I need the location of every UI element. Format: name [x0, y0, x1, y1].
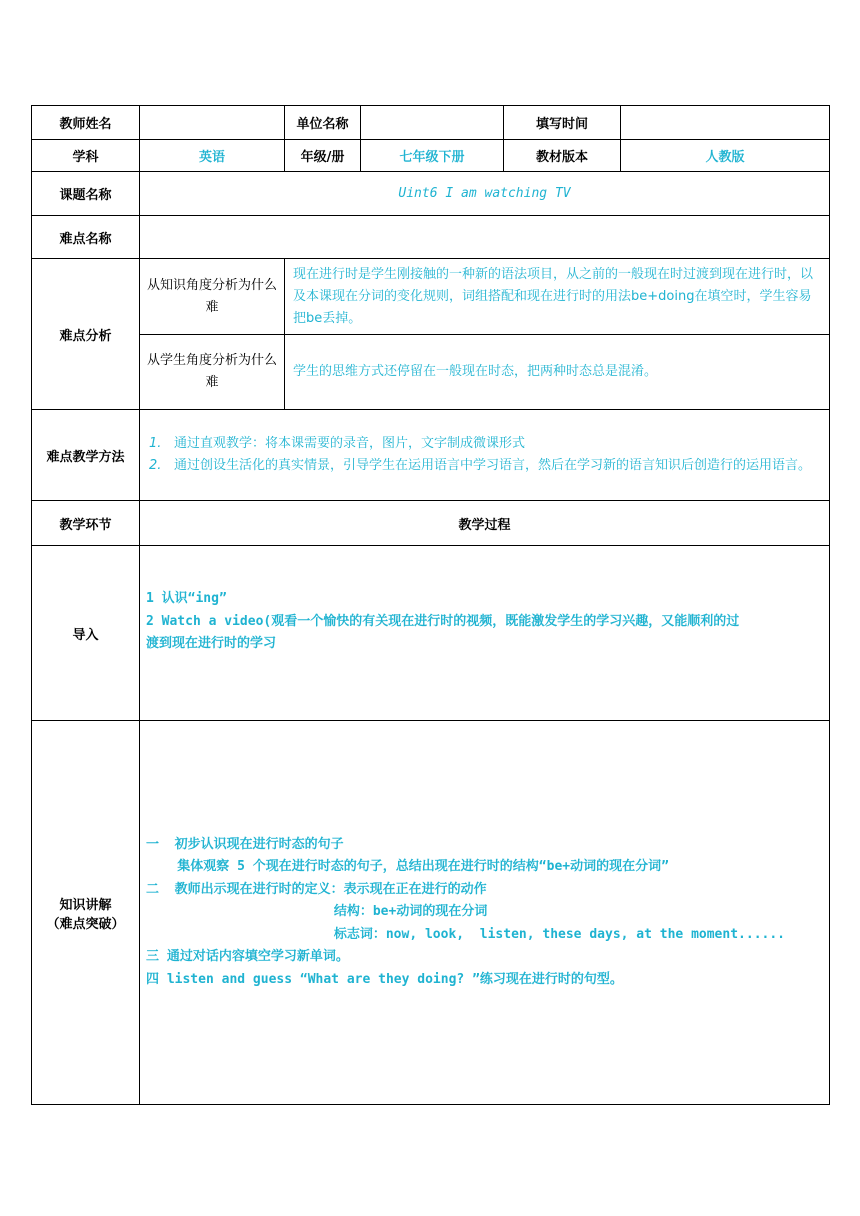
edition-label: 教材版本: [504, 140, 621, 172]
methods-label: 难点教学方法: [32, 410, 140, 501]
methods-item-text: 通过创设生活化的真实情景，引导学生在运用语言中学习语言，然后在学习新的语言知识后创造行的运用语言。: [174, 458, 812, 473]
grade-value: 七年级下册: [361, 140, 504, 172]
methods-item-number: 2.: [149, 458, 162, 473]
intro-line: 1 认识“ing”: [146, 591, 227, 606]
knowledge-line: 二 教师出示现在进行时的定义：表示现在正在进行的动作: [146, 881, 487, 897]
difficulty-name-value: [140, 216, 830, 259]
process-header: 教学过程: [140, 501, 830, 546]
subject-value: 英语: [140, 140, 285, 172]
knowledge-line: 三 通过对话内容填空学习新单词。: [146, 949, 349, 965]
knowledge-line: 结构：be+动词的现在分词: [146, 904, 488, 920]
subject-label: 学科: [32, 140, 140, 172]
knowledge-label-line1: 知识讲解: [59, 897, 112, 913]
knowledge-angle-label: 从知识角度分析为什么难: [140, 259, 285, 335]
knowledge-line: 四 listen and guess “What are they doing? ”练习现在进行时的句型。: [146, 971, 623, 987]
knowledge-angle-text: 现在进行时是学生刚接触的一种新的语法项目，从之前的一般现在时过渡到现在进行时，以及本课现在分词的变化规则，词组搭配和现在进行时的用法be+doing在填空时，学生容易把be丢掉。: [285, 259, 830, 335]
unit-name-label: 单位名称: [285, 106, 361, 140]
edition-value: 人教版: [621, 140, 830, 172]
methods-item: [140, 455, 829, 477]
row-subject-info: [32, 140, 830, 172]
row-methods: [32, 410, 830, 501]
intro-line: 渡到现在进行时的学习: [146, 636, 277, 651]
row-teacher-info: [32, 106, 830, 140]
intro-label: 导入: [32, 546, 140, 721]
grade-label: 年级/册: [285, 140, 361, 172]
methods-item-number: 1.: [149, 436, 162, 451]
analysis-label: 难点分析: [32, 259, 140, 410]
student-angle-label: 从学生角度分析为什么难: [140, 335, 285, 410]
row-difficulty-name: [32, 216, 830, 259]
knowledge-content: [140, 721, 830, 1105]
stage-header: 教学环节: [32, 501, 140, 546]
knowledge-label: [32, 721, 140, 1105]
difficulty-name-label: 难点名称: [32, 216, 140, 259]
row-analysis-student: [32, 335, 830, 410]
methods-item-text: 通过直观教学：将本课需要的录音，图片，文字制成微课形式: [174, 436, 526, 451]
lesson-title-label: 课题名称: [32, 172, 140, 216]
unit-name-value: [361, 106, 504, 140]
lesson-plan-table: [31, 105, 830, 1105]
row-process-header: [32, 501, 830, 546]
knowledge-line: 标志词：now, look, listen, these days, at the moment......: [146, 926, 785, 942]
row-intro: [32, 546, 830, 721]
teacher-name-label: 教师姓名: [32, 106, 140, 140]
knowledge-line: 一 初步认识现在进行时态的句子: [146, 836, 344, 852]
student-angle-text: 学生的思维方式还停留在一般现在时态，把两种时态总是混淆。: [285, 335, 830, 410]
methods-item: [140, 433, 829, 455]
lesson-title-value: Uint6 I am watching TV: [140, 172, 830, 216]
knowledge-line: 集体观察 5 个现在进行时态的句子，总结出现在进行时的结构“be+动词的现在分词”: [146, 859, 669, 875]
row-analysis-knowledge: [32, 259, 830, 335]
intro-line: 2 Watch a video(观看一个愉快的有关现在进行时的视频，既能激发学生的学习兴趣，又能顺利的过: [146, 613, 740, 629]
row-knowledge: [32, 721, 830, 1105]
fill-date-label: 填写时间: [504, 106, 621, 140]
methods-list: [140, 433, 829, 477]
intro-content: [140, 546, 830, 721]
row-lesson-title: [32, 172, 830, 216]
knowledge-label-line2: （难点突破）: [46, 916, 125, 932]
fill-date-value: [621, 106, 830, 140]
methods-content: [140, 410, 830, 501]
teacher-name-value: [140, 106, 285, 140]
